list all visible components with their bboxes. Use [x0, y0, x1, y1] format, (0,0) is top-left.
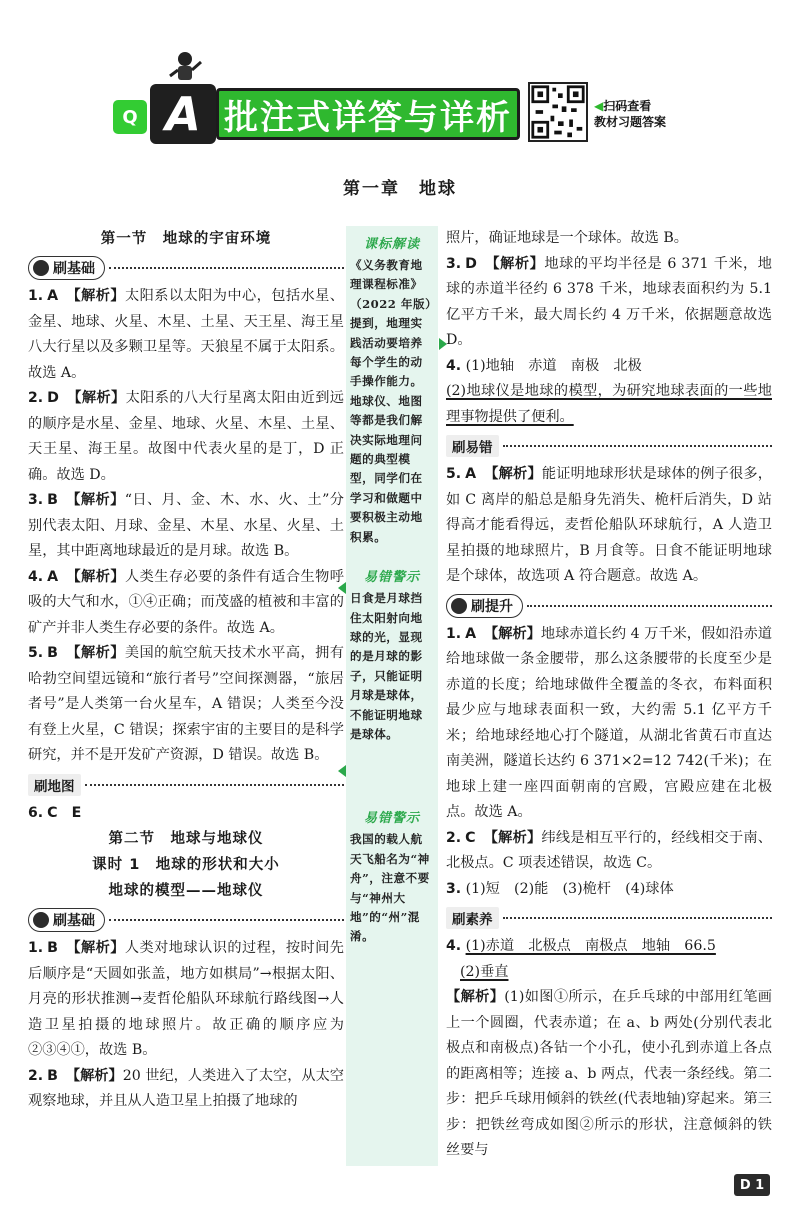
- badge-row: [446, 433, 772, 459]
- right-column: [446, 226, 772, 1164]
- analysis-tag: 【解析】: [65, 1067, 123, 1084]
- section-title: 第一节 地球的宇宙环境: [100, 231, 272, 247]
- analysis-tag: 【解析】: [66, 568, 125, 585]
- analysis-text: 太阳系以太阳为中心，包括水星、金星、地球、火星、木星、土星、天王星、海王星八大行星以及多颗卫星等。天狼星不属于太阳系。故选 A。: [28, 288, 344, 381]
- analysis-tag: 【解析】: [446, 989, 505, 1005]
- continued-text: 照片，确证地球是一个球体。故选 B。: [446, 230, 688, 246]
- answer-item: [28, 641, 344, 769]
- literacy-badge: 刷素养: [446, 907, 499, 929]
- analysis-tag: 【解析】: [484, 625, 541, 642]
- badge-label: 刷基础: [53, 261, 95, 277]
- badge-label: 刷基础: [53, 913, 95, 929]
- item-answer: A: [47, 288, 59, 304]
- analysis-text: 人类生存必要的条件有适合生物呼吸的大气和水，①④正确；而茂盛的植被和丰富的矿产并非人类生存必要的条件。故选 A。: [28, 568, 344, 636]
- pointer-left-icon: [338, 582, 346, 594]
- item-answer: B: [47, 940, 58, 956]
- item-answer: A: [465, 466, 477, 482]
- improve-badge: [446, 594, 523, 618]
- answer-line: (2)地球仪是地球的模型，为研究地球表面的一些地理事物提供了便利。: [446, 383, 772, 425]
- item-answer: D: [47, 390, 59, 406]
- item-number: 5.: [28, 645, 44, 661]
- item-number: 1.: [28, 940, 44, 956]
- badge-icon: [33, 260, 49, 276]
- basic-badge: [28, 256, 105, 280]
- badge-icon: [33, 912, 49, 928]
- item-answer: C: [465, 829, 476, 846]
- answer-line: (1)地轴 赤道 南极 北极: [465, 357, 642, 374]
- dotted-rule: [503, 445, 773, 447]
- chapter-title: 第一章 地球: [343, 179, 457, 199]
- section-title: 第二节 地球与地球仪: [108, 831, 264, 847]
- answer-item: [28, 565, 344, 642]
- item-number: 4.: [446, 357, 462, 374]
- answer-line: (1)赤道 北极点 南极点 地轴 66.5: [465, 938, 716, 954]
- item-number: 3.: [28, 492, 44, 508]
- item-number: 4.: [28, 568, 44, 585]
- note-text: 我国的载人航天飞船名为“神舟”，注意不要与“神州大地”的“州”混淆。: [350, 832, 430, 944]
- analysis-tag: 【解析】: [65, 645, 125, 661]
- note-heading: 易错警示: [363, 570, 420, 586]
- badge-row: [446, 905, 772, 931]
- analysis-tag: 【解析】: [66, 288, 125, 304]
- note-block: [346, 226, 438, 547]
- answer-item: [28, 488, 344, 565]
- item-number: 1.: [446, 625, 462, 642]
- badge-row: [28, 772, 344, 798]
- mascot-icon: [168, 50, 202, 86]
- item-number: 6.: [28, 804, 44, 821]
- title-banner: 批注式详答与详析: [216, 88, 520, 140]
- item-number: 1.: [28, 288, 44, 304]
- badge-label: 刷提升: [471, 598, 513, 615]
- dotted-rule: [503, 917, 773, 919]
- analysis-text: 地球的平均半径是 6 371 千米，地球的赤道半径约 6 378 千米，地球表面积约为 5.1 亿平方千米，最大周长约 4 万千米，依据题意故选 D。: [446, 255, 772, 348]
- analysis-text: “日、月、金、木、水、火、土”分别代表太阳、月球、金星、木星、水星、火星、土星，其中距离地球最近的是月球。故选 B。: [28, 492, 344, 559]
- map-badge: 刷地图: [28, 774, 81, 796]
- qr-caption: [594, 98, 666, 130]
- analysis-text: 20 世纪，人类进入了太空，从太空观察地球，并且从人造卫星上拍摄了地球的: [28, 1067, 344, 1109]
- answer-line: (2)垂直: [460, 963, 509, 980]
- item-number: 2.: [446, 829, 462, 846]
- item-number: 3.: [446, 880, 462, 897]
- answer-item: [28, 801, 344, 827]
- answer-item: [28, 284, 344, 386]
- answer-item: [446, 826, 772, 877]
- analysis-text: (1)如图①所示，在乒乓球的中部用红笔画上一个圆圈，代表赤道；在 a、b 两处(分别代表北极点和南极点)各钻一个小孔，使小孔到赤道上各点的距离相等；连接 a、b 两点，代表一条经线。第二步：把乒乓球用倾斜的铁丝(代表地轴)穿起来。第三步：把铁丝弯成如图②所示的形状，注意倾斜的铁丝要与: [446, 989, 772, 1158]
- answer-item: [28, 386, 344, 488]
- lesson-title: 课时 1 地球的形状和大小: [92, 857, 280, 873]
- analysis-tag: 【解析】: [484, 255, 545, 272]
- item-number: 5.: [446, 466, 462, 482]
- item-answer: C E: [47, 804, 82, 821]
- qr-caption-line2: 教材习题答案: [594, 115, 667, 129]
- dotted-rule: [85, 784, 345, 786]
- page-number: D 1: [734, 1174, 770, 1196]
- qr-caption-line1: 扫码查看: [603, 99, 652, 113]
- answer-item: [28, 936, 344, 1064]
- analysis-text: 地球赤道长约 4 万千米，假如沿赤道给地球做一条金腰带，那么这条腰带的长度至少是赤道的长度；给地球做件全覆盖的冬衣，布料面积最少应与地球表面积一致，大约需 5.1 亿平方千米；给地球经地心打个隧道，从湖北省黄石市直达南美洲，隧道长达约 6 371×2=12 742(千米)；在地球上建一座四面朝南的宫殿，宫殿应建在北极点。故选 A。: [446, 625, 772, 820]
- item-answer: D: [465, 255, 477, 272]
- answer-item: [446, 934, 772, 1164]
- item-answer: B: [47, 645, 58, 661]
- analysis-text: 太阳系的八大行星离太阳由近到远的顺序是水星、金星、地球、火星、木星、土星、天王星、海王星。故图中代表火星的是丁，D 正确。故选 D。: [28, 390, 344, 483]
- answer-item: [28, 1064, 344, 1115]
- badge-row: [28, 255, 344, 281]
- item-number: 4.: [446, 938, 462, 954]
- q-badge: Q: [113, 100, 147, 134]
- note-text: 《义务教育地理课程标准》（2022 年版）提到，地理实践活动要培养每个学生的动手操作能力。地球仪、地图等都是我们解决实际地理问题的典型模型，同学们在学习和做题中要积极主动地积累。: [350, 258, 432, 544]
- item-number: 2.: [28, 390, 44, 406]
- item-answer: B: [47, 1067, 58, 1084]
- note-block: [346, 547, 438, 744]
- dotted-rule: [109, 267, 344, 269]
- dotted-rule: [527, 605, 772, 607]
- item-number: 2.: [28, 1067, 44, 1084]
- note-text: 日食是月球挡住太阳射向地球的光，显现的是月球的影子，只能证明月球是球体，不能证明地球是球体。: [350, 591, 423, 741]
- analysis-text: 纬线是相互平行的，经线相交于南、北极点。C 项表述错误，故选 C。: [446, 829, 772, 871]
- answer-item: [446, 354, 772, 431]
- note-heading: 易错警示: [363, 811, 420, 827]
- qr-code-icon[interactable]: [528, 82, 588, 142]
- error-badge: 刷易错: [446, 435, 499, 457]
- note-heading: 课标解读: [363, 237, 420, 252]
- answer-line: (1)短 (2)能 (3)桅杆 (4)球体: [465, 880, 674, 897]
- analysis-tag: 【解析】: [483, 829, 542, 846]
- answer-item: [446, 622, 772, 826]
- analysis-tag: 【解析】: [65, 940, 125, 956]
- analysis-tag: 【解析】: [65, 492, 125, 508]
- analysis-text: 人类对地球认识的过程，按时间先后顺序是“天圆如张盖，地方如棋局”→根据太阳、月亮的形状推测→麦哲伦船队环球航行路线图→人造卫星拍摄的地球照片。故正确的顺序应为②③④①，故选 B。: [28, 940, 344, 1058]
- page-header: [0, 0, 800, 160]
- dotted-rule: [109, 919, 344, 921]
- a-badge: A: [150, 84, 216, 144]
- answer-item: [446, 877, 772, 903]
- analysis-tag: 【解析】: [66, 390, 126, 406]
- margin-notes: [346, 226, 438, 1166]
- badge-row: [446, 593, 772, 619]
- left-column: [28, 226, 344, 1115]
- arrow-icon: ◀: [594, 99, 604, 113]
- analysis-tag: 【解析】: [484, 466, 542, 482]
- item-answer: A: [47, 568, 59, 585]
- item-number: 3.: [446, 255, 462, 272]
- badge-icon: [451, 598, 467, 614]
- analysis-text: 美国的航空航天技术水平高，拥有哈勃空间望远镜和“旅行者号”空间探测器，“旅居者号”是人类第一台火星车，A 错误；人类至今没有登上火星，C 错误；探索宇宙的主要目的是科学研究，并不是开发矿产资源，D 错误。故选 B。: [28, 645, 344, 763]
- lesson-subtitle: 地球的模型——地球仪: [108, 883, 264, 899]
- pointer-left-icon: [338, 765, 346, 777]
- answer-item: [446, 252, 772, 354]
- analysis-text: 能证明地球形状是球体的例子很多，如 C 离岸的船总是船身先消失、桅杆后消失，D 站得高才能看得远，麦哲伦船队环球航行，A 人造卫星拍摄的地球照片，B 月食等。日食不能证明地球是个球体，故选项 A 符合题意。故选 A。: [446, 466, 772, 584]
- note-block: [346, 744, 438, 946]
- answer-item: [446, 462, 772, 590]
- basic-badge: [28, 908, 105, 932]
- item-answer: B: [47, 492, 58, 508]
- badge-row: [28, 907, 344, 933]
- item-answer: A: [465, 625, 477, 642]
